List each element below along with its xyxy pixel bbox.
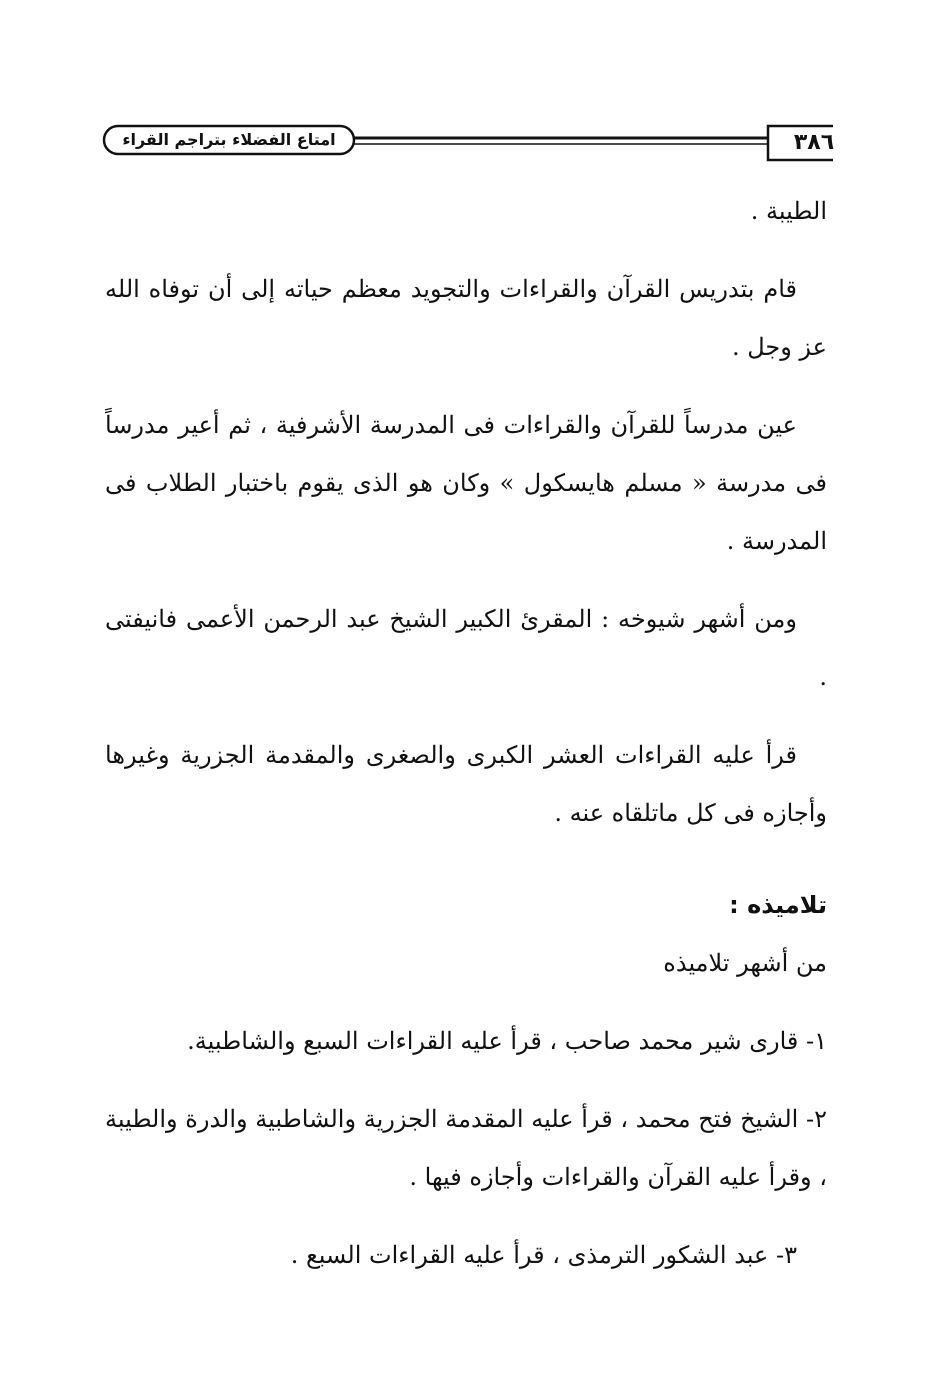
students-intro: من أشهر تلاميذه: [663, 949, 827, 977]
student-item-1: ١- قارى شير محمد صاحب ، قرأ عليه القراءات السبع والشاطبية.: [187, 1027, 827, 1055]
page-header: [100, 122, 833, 166]
student-item-3: ٣- عبد الشكور الترمذى ، قرأ عليه القراءات السبع .: [290, 1241, 797, 1269]
paragraph-teaching: قام بتدريس القرآن والقراءات والتجويد معظم حياته إلى أن توفاه الله عز وجل .: [105, 275, 827, 361]
page-body: [105, 182, 827, 1284]
student-item-2: ٢- الشيخ فتح محمد ، قرأ عليه المقدمة الجزرية والشاطبية والدرة والطيبة ، وقرأ عليه القرآن والقراءات وأجازه فيها .: [105, 1105, 827, 1191]
page-number: ٣٨٦: [793, 130, 835, 155]
book-title: امتاع الفضلاء بتراجم القراء: [122, 130, 336, 149]
paragraph-readings: قرأ عليه القراءات العشر الكبرى والصغرى والمقدمة الجزرية وغيرها وأجازه فى كل ماتلقاه عنه .: [105, 741, 827, 827]
paragraph-appointment: عين مدرساً للقرآن والقراءات فى المدرسة الأشرفية ، ثم أعير مدرساً فى مدرسة « مسلم هايسكول » وكان هو الذى يقوم باختبار الطلاب فى المدرسة .: [105, 411, 827, 555]
paragraph-continuation: الطيبة .: [750, 197, 827, 225]
section-heading-students: تلاميذه :: [729, 891, 827, 919]
paragraph-teachers: ومن أشهر شيوخه : المقرئ الكبير الشيخ عبد الرحمن الأعمى فانيفتى .: [105, 605, 827, 691]
